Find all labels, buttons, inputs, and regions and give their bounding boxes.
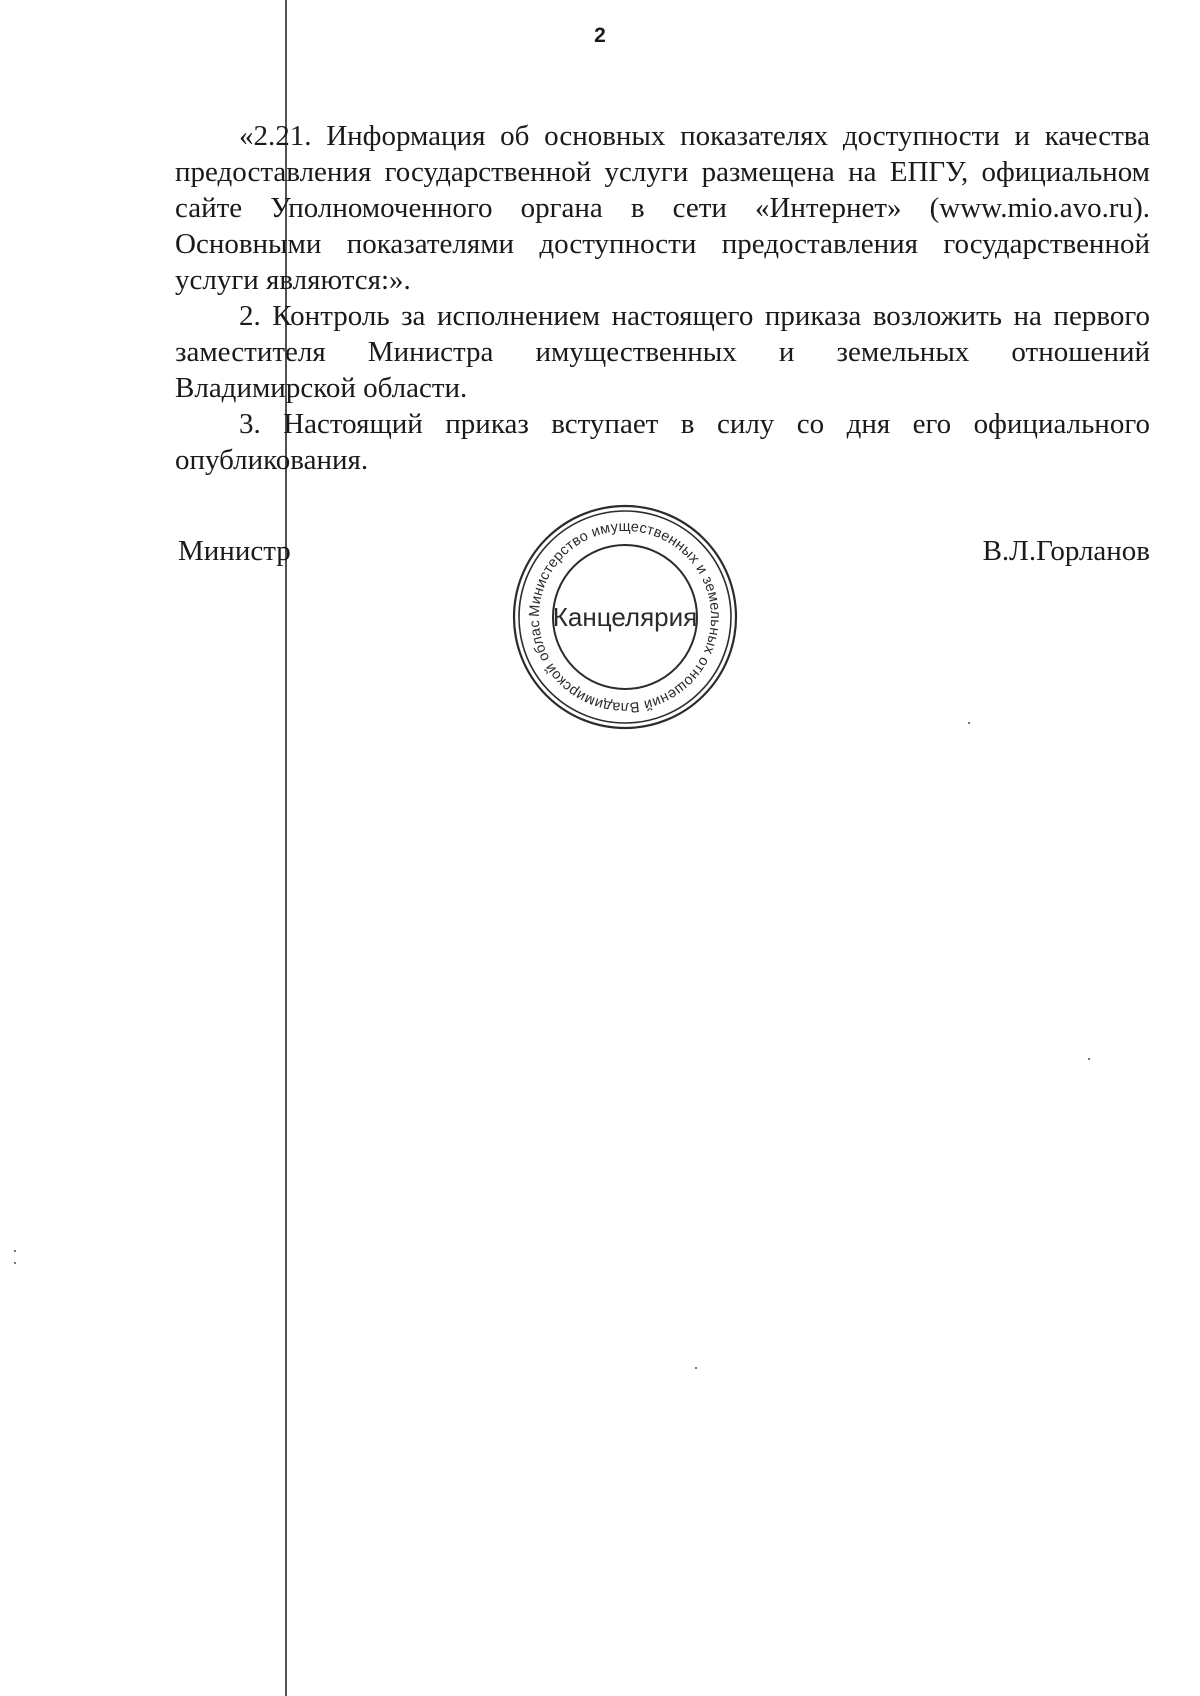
stamp-center-text: Канцелярия — [552, 602, 698, 632]
scan-speck — [695, 1367, 697, 1369]
signatory-name: В.Л.Горланов — [982, 535, 1150, 567]
scan-speck — [1088, 1058, 1090, 1060]
scan-speck — [968, 722, 970, 724]
office-stamp — [512, 504, 738, 730]
signatory-title: Министр — [178, 535, 291, 567]
document-body — [175, 118, 1150, 478]
paragraph-3: 3. Настоящий приказ вступает в силу со дня его официального опубликования. — [175, 408, 1150, 476]
scan-speck — [14, 1250, 16, 1252]
stamp-seal-icon — [512, 504, 738, 730]
page-number: 2 — [594, 24, 606, 47]
paragraph-2: 2. Контроль за исполнением настоящего приказа возложить на первого заместителя Министра имущественных и земельных отношений Владимирской области. — [175, 300, 1150, 404]
stamp-ring-label: Министерство имущественных и земельных отношений Владимирской облас — [526, 518, 724, 716]
paragraph-1: «2.21. Информация об основных показателях доступности и качества предоставления государственной услуги размещена на ЕПГУ, официальном сайте Уполномоченного органа в сети «Интернет» (www.mio.avo.ru). Основными показателями доступности предоставления государственной услуги являются:». — [175, 120, 1150, 296]
scan-speck — [14, 1262, 16, 1264]
stamp-separator — [512, 504, 518, 508]
